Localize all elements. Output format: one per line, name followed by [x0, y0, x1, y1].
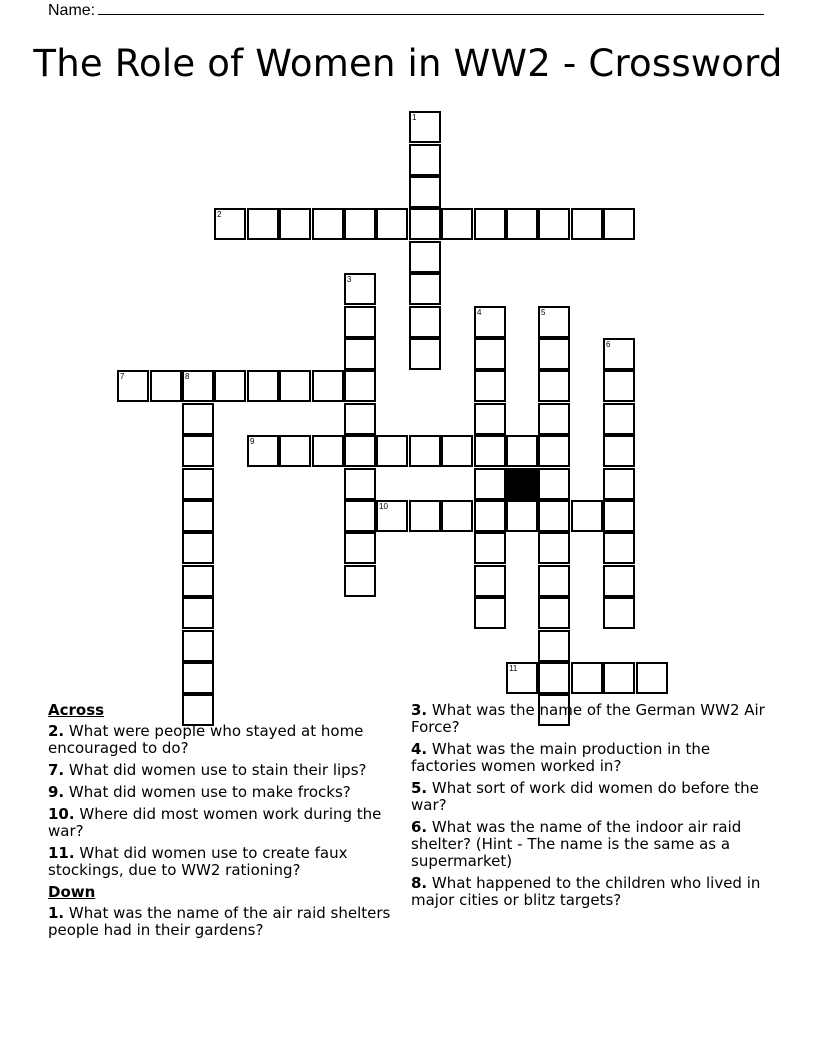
grid-cell[interactable]: [538, 306, 570, 338]
grid-cell[interactable]: [603, 370, 635, 402]
grid-cell[interactable]: [538, 565, 570, 597]
grid-cell[interactable]: [279, 370, 311, 402]
grid-cell[interactable]: [376, 435, 408, 467]
grid-cell[interactable]: [538, 662, 570, 694]
grid-cell[interactable]: [474, 208, 506, 240]
clue-column-right: [411, 702, 771, 914]
grid-cell[interactable]: [312, 370, 344, 402]
grid-cell[interactable]: [214, 208, 246, 240]
clue-number: 9.: [48, 783, 65, 801]
down-clue: [411, 875, 771, 909]
grid-cell[interactable]: [538, 208, 570, 240]
grid-cell[interactable]: [538, 500, 570, 532]
clue-text: What was the name of the air raid shelters people had in their gardens?: [48, 904, 391, 939]
clue-number: 4.: [411, 740, 428, 758]
down-clue: [411, 741, 771, 775]
grid-cell[interactable]: [182, 370, 214, 402]
grid-cell[interactable]: [409, 500, 441, 532]
grid-cell[interactable]: [506, 662, 538, 694]
grid-cell[interactable]: [603, 403, 635, 435]
grid-cell[interactable]: [441, 435, 473, 467]
grid-cell[interactable]: [474, 403, 506, 435]
grid-cell[interactable]: [538, 435, 570, 467]
grid-cell[interactable]: [409, 144, 441, 176]
grid-cell[interactable]: [474, 435, 506, 467]
clue-number-label: 7: [120, 372, 125, 381]
grid-cell[interactable]: [344, 273, 376, 305]
grid-cell[interactable]: [506, 208, 538, 240]
grid-cell[interactable]: [538, 630, 570, 662]
down-clue: [411, 780, 771, 814]
grid-cell[interactable]: [376, 208, 408, 240]
grid-cell[interactable]: [538, 532, 570, 564]
grid-cell[interactable]: [247, 370, 279, 402]
grid-cell[interactable]: [279, 208, 311, 240]
grid-cell[interactable]: [441, 500, 473, 532]
grid-cell[interactable]: [538, 370, 570, 402]
across-heading: Across: [48, 701, 105, 719]
grid-cell[interactable]: [247, 208, 279, 240]
grid-cell[interactable]: [538, 468, 570, 500]
grid-cell[interactable]: [603, 500, 635, 532]
clue-number-label: 6: [606, 340, 611, 349]
clue-number-label: 10: [379, 502, 388, 511]
grid-cell[interactable]: [409, 111, 441, 143]
grid-cell[interactable]: [344, 500, 376, 532]
down-heading: Down: [48, 883, 96, 901]
grid-cell[interactable]: [506, 435, 538, 467]
grid-cell[interactable]: [441, 208, 473, 240]
down-clue: [48, 905, 398, 939]
grid-block: [506, 468, 538, 500]
grid-cell[interactable]: [279, 435, 311, 467]
grid-cell[interactable]: [474, 370, 506, 402]
grid-cell[interactable]: [571, 208, 603, 240]
clue-number: 8.: [411, 874, 428, 892]
clue-number: 3.: [411, 701, 428, 719]
clue-number: 6.: [411, 818, 428, 836]
clue-number: 7.: [48, 761, 65, 779]
across-clue: [48, 806, 398, 840]
grid-cell[interactable]: [214, 370, 246, 402]
clue-number-label: 5: [541, 308, 546, 317]
clue-number-label: 8: [185, 372, 190, 381]
grid-cell[interactable]: [603, 338, 635, 370]
grid-cell[interactable]: [603, 208, 635, 240]
clue-text: What was the name of the German WW2 Air Force?: [411, 701, 765, 736]
grid-cell[interactable]: [182, 435, 214, 467]
across-clue: [48, 723, 398, 757]
name-label: Name:: [48, 2, 96, 19]
clue-number-label: 4: [477, 308, 482, 317]
grid-cell[interactable]: [538, 338, 570, 370]
clue-number-label: 2: [217, 210, 222, 219]
grid-cell[interactable]: [474, 565, 506, 597]
grid-cell[interactable]: [182, 500, 214, 532]
grid-cell[interactable]: [474, 500, 506, 532]
page-title: The Role of Women in WW2 - Crossword: [33, 42, 783, 85]
clue-number: 1.: [48, 904, 65, 922]
clue-number-label: 3: [347, 275, 352, 284]
grid-cell[interactable]: [603, 532, 635, 564]
grid-cell[interactable]: [344, 403, 376, 435]
grid-cell[interactable]: [571, 662, 603, 694]
grid-cell[interactable]: [409, 273, 441, 305]
clue-text: Where did most women work during the war?: [48, 805, 382, 840]
clue-text: What happened to the children who lived in major cities or blitz targets?: [411, 874, 761, 909]
grid-cell[interactable]: [182, 532, 214, 564]
grid-cell[interactable]: [409, 241, 441, 273]
grid-cell[interactable]: [409, 338, 441, 370]
grid-cell[interactable]: [538, 403, 570, 435]
clue-text: What sort of work did women do before the war?: [411, 779, 759, 814]
clue-number-label: 9: [250, 437, 255, 446]
grid-cell[interactable]: [150, 370, 182, 402]
clue-text: What were people who stayed at home encouraged to do?: [48, 722, 364, 757]
clue-column-left: [48, 702, 398, 944]
grid-cell[interactable]: [538, 597, 570, 629]
grid-cell[interactable]: [409, 176, 441, 208]
grid-cell[interactable]: [344, 370, 376, 402]
grid-cell[interactable]: [182, 403, 214, 435]
grid-cell[interactable]: [344, 565, 376, 597]
clue-number-label: 11: [509, 664, 518, 673]
grid-cell[interactable]: [636, 662, 668, 694]
grid-cell[interactable]: [603, 435, 635, 467]
grid-cell[interactable]: [376, 500, 408, 532]
across-clue: [48, 784, 398, 801]
grid-cell[interactable]: [474, 597, 506, 629]
grid-cell[interactable]: [182, 597, 214, 629]
grid-cell[interactable]: [474, 468, 506, 500]
grid-cell[interactable]: [117, 370, 149, 402]
clue-text: What was the main production in the factories women worked in?: [411, 740, 711, 775]
grid-cell[interactable]: [344, 338, 376, 370]
down-clue: [411, 819, 771, 870]
grid-cell[interactable]: [506, 500, 538, 532]
down-clue: [411, 702, 771, 736]
grid-cell[interactable]: [344, 306, 376, 338]
clue-number: 10.: [48, 805, 75, 823]
grid-cell[interactable]: [312, 208, 344, 240]
grid-cell[interactable]: [409, 208, 441, 240]
grid-cell[interactable]: [344, 208, 376, 240]
grid-cell[interactable]: [182, 630, 214, 662]
grid-cell[interactable]: [409, 306, 441, 338]
grid-cell[interactable]: [182, 662, 214, 694]
clue-text: What was the name of the indoor air raid shelter? (Hint - The name is the same as a supermarket): [411, 818, 742, 870]
grid-cell[interactable]: [344, 435, 376, 467]
grid-cell[interactable]: [603, 565, 635, 597]
grid-cell[interactable]: [247, 435, 279, 467]
grid-cell[interactable]: [182, 468, 214, 500]
clue-number: 11.: [48, 844, 75, 862]
grid-cell[interactable]: [474, 306, 506, 338]
clue-text: What did women use to make frocks?: [68, 783, 351, 801]
grid-cell[interactable]: [571, 500, 603, 532]
grid-cell[interactable]: [182, 565, 214, 597]
grid-cell[interactable]: [344, 532, 376, 564]
across-clue: [48, 845, 398, 879]
grid-cell[interactable]: [409, 435, 441, 467]
clue-text: What did women use to create faux stockings, due to WW2 rationing?: [48, 844, 348, 879]
grid-cell[interactable]: [603, 597, 635, 629]
clue-number-label: 1: [412, 113, 417, 122]
grid-cell[interactable]: [603, 662, 635, 694]
grid-cell[interactable]: [474, 532, 506, 564]
grid-cell[interactable]: [474, 338, 506, 370]
grid-cell[interactable]: [344, 468, 376, 500]
clue-text: What did women use to stain their lips?: [68, 761, 367, 779]
clue-number: 2.: [48, 722, 65, 740]
grid-cell[interactable]: [312, 435, 344, 467]
across-clue: [48, 762, 398, 779]
grid-cell[interactable]: [603, 468, 635, 500]
clue-number: 5.: [411, 779, 428, 797]
